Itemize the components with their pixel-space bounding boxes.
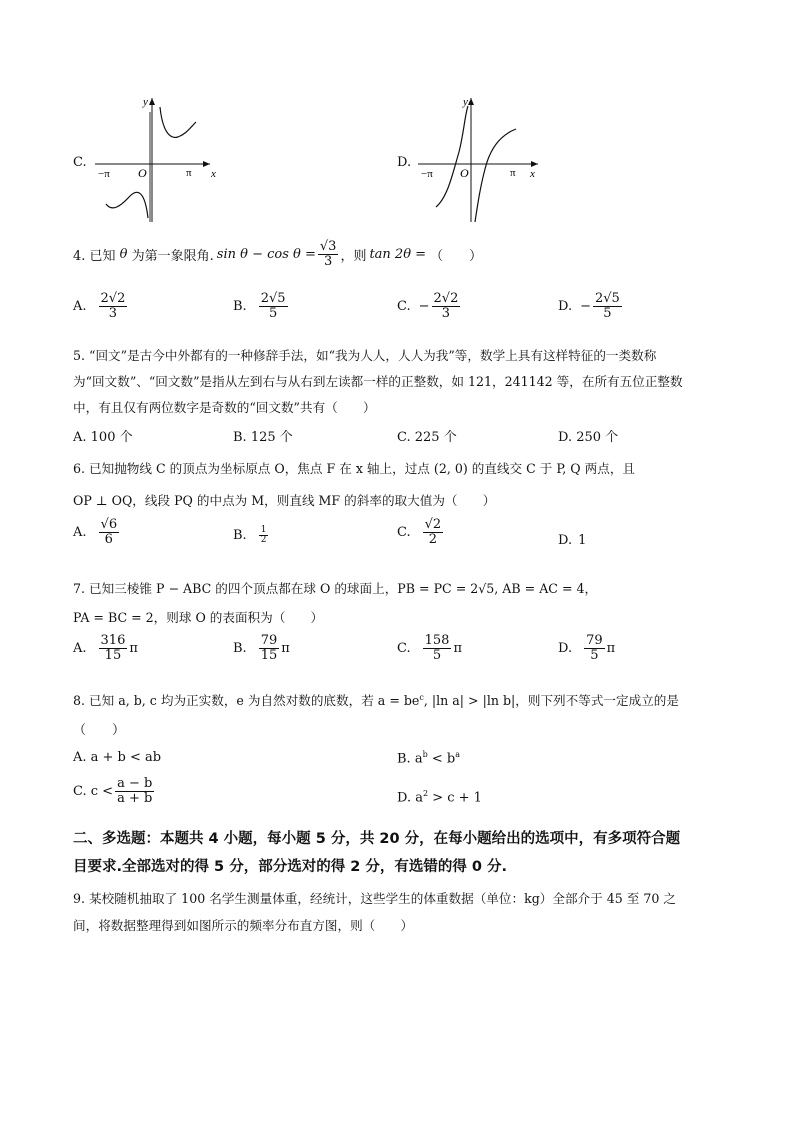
question-4-stem: 4. 已知 θ 为第一象限角. sin θ − cos θ = $\frac{√3}{3}$ ，则 tan 2θ = （ ）: [73, 239, 483, 269]
q8-option-a: A. a + b < ab: [73, 750, 162, 765]
question-6-line-2: OP ⊥ OQ，线段 PQ 的中点为 M，则直线 MF 的斜率的取大值为（ ）: [73, 493, 496, 508]
q4-given-fraction: $\frac{√3}{3}$: [319, 239, 337, 269]
q7-option-a: A. $\frac{316}{15}$ π: [73, 633, 138, 663]
question-5-line-1: 5. “回文”是古今中外都有的一种修辞手法，如“我为人人，人人为我”等，数学上具有这样特征的一类数称: [73, 348, 657, 363]
q7-option-d: D. $\frac{79}{5}$ π: [558, 633, 616, 663]
question-8-line-2: （ ）: [73, 723, 126, 738]
q6-option-a: A. $\frac{√6}{6}$: [73, 517, 118, 547]
q5-option-a: A. 100 个: [73, 430, 133, 445]
neg-pi-label: −π: [98, 168, 110, 180]
q5-option-b: B. 125 个: [233, 430, 293, 445]
axis-x-label: x: [530, 168, 535, 180]
origin-label: O: [138, 166, 147, 180]
q6-option-c: C. $\frac{√2}{2}$: [397, 517, 442, 547]
q8-option-c: C. c < $\frac{a - b}{a + b}$: [73, 776, 153, 806]
axis-y-label: y: [463, 96, 468, 108]
question-5-line-3: 中，有且仅有两位数字是奇数的“回文数”共有（ ）: [73, 400, 376, 415]
option-d-label: D.: [397, 155, 412, 170]
q5-option-c: C. 225 个: [397, 430, 457, 445]
q5-option-d: D. 250 个: [558, 430, 619, 445]
question-7-line-2: PA = BC = 2，则球 O 的表面积为（ ）: [73, 610, 324, 625]
q6-option-d: D. 1: [558, 533, 587, 548]
question-5-line-2: 为“回文数”、“回文数”是指从左到右与从右到左读都一样的正整数，如 121，241142 等，在所有五位正整数: [73, 374, 683, 389]
q7-option-b: B. $\frac{79}{15}$ π: [233, 633, 290, 663]
section-2-heading-line-1: 二、多选题：本题共 4 小题，每小题 5 分，共 20 分，在每小题给出的选项中，有多项符合题: [73, 831, 681, 847]
option-d-graph: [413, 92, 548, 227]
q4-option-a: A. $\frac{2√2}{3}$: [73, 291, 126, 321]
q8-option-d: D. $a^2 > c + 1$: [397, 789, 482, 806]
q7-option-c: C. $\frac{158}{5}$ π: [397, 633, 462, 663]
option-c-graph: [90, 92, 220, 227]
pi-label: π: [510, 167, 516, 179]
axis-y-label: y: [143, 96, 148, 108]
pi-label: π: [186, 167, 192, 179]
section-2-heading-line-2: 目要求.全部选对的得 5 分，部分选对的得 2 分，有选错的得 0 分.: [73, 859, 508, 875]
axis-x-label: x: [211, 168, 216, 180]
question-7-line-1: 7. 已知三棱锥 P − ABC 的四个顶点都在球 O 的球面上，PB = PC = 2√5, AB = AC = 4，: [73, 581, 598, 596]
q8-option-b: B. $a^b < b^a$: [397, 750, 460, 767]
question-9-line-1: 9. 某校随机抽取了 100 名学生测量体重，经统计，这些学生的体重数据（单位：kg）全部介于 45 至 70 之: [73, 891, 676, 906]
option-c-label: C.: [73, 155, 87, 170]
origin-label: O: [460, 166, 469, 180]
question-9-line-2: 间，将数据整理得到如图所示的频率分布直方图，则（ ）: [73, 918, 414, 933]
q4-option-b: B. $\frac{2√5}{5}$: [233, 291, 286, 321]
q4-option-d: D. − $\frac{2√5}{5}$: [558, 291, 620, 321]
q6-option-b: B. $\frac{1}{2}$: [233, 525, 267, 546]
neg-pi-label: −π: [421, 168, 433, 180]
question-6-line-1: 6. 已知抛物线 C 的顶点为坐标原点 O，焦点 F 在 x 轴上，过点 (2, 0) 的直线交 C 于 P, Q 两点，且: [73, 461, 636, 476]
q4-option-c: C. − $\frac{2√2}{3}$: [397, 291, 459, 321]
question-8-line-1: 8. 已知 a, b, c 均为正实数，e 为自然对数的底数，若 $a = be^c$, |ln a| > |ln b|，则下列不等式一定成立的是: [73, 692, 679, 708]
